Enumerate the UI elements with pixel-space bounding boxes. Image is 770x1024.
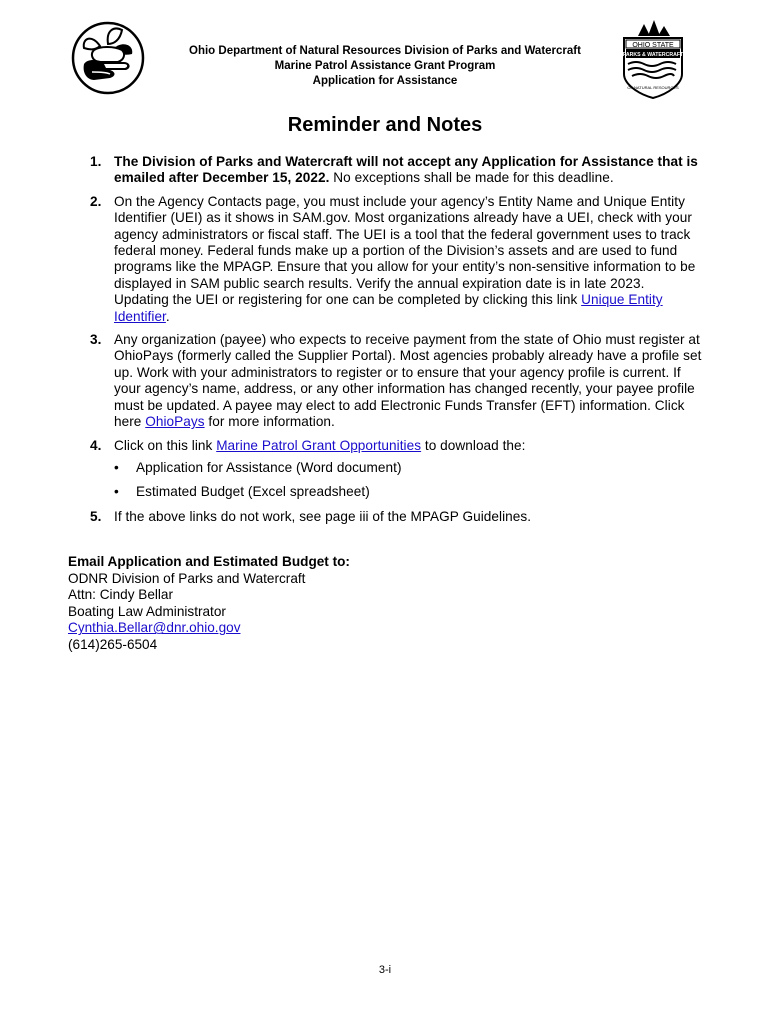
note-4 <box>90 438 702 501</box>
contact-email-link[interactable]: Cynthia.Bellar@dnr.ohio.gov <box>68 620 241 636</box>
contact-role: Boating Law Administrator <box>68 603 226 619</box>
contact-block <box>68 554 668 654</box>
contact-phone: (614)265-6504 <box>68 636 158 652</box>
unique-entity-identifier-link[interactable]: Unique Entity Identifier <box>114 292 663 324</box>
list-item <box>114 460 702 476</box>
list-item-text: Application for Assistance (Word document) <box>136 459 402 475</box>
note-number: 4. <box>90 437 102 453</box>
list-item <box>114 484 702 500</box>
note-number: 1. <box>90 154 102 169</box>
note-text: On the Agency Contacts page, you must include your agency’s Entity Name and Unique Entity Identifier (UEI) as it shows in SAM.gov. Most organizations already have a UEI, check with your agency administrators or fiscal staff. The UEI is a tool that the federal government uses to track federal money. Federal funds make up a portion of the Division’s assets and are used to fund programs like the MPAGP. Ensure that you allow for your entity’s non-sensitive information to be displayed in SAM public search results. Verify the annual expiration date is in late 2023. Updating the UEI or registering for one can be completed by clicking this link <box>114 193 696 308</box>
page-number: 3-i <box>378 964 392 976</box>
logo-text-top: OHIO STATE <box>632 42 674 49</box>
deadline-bold-text: The Division of Parks and Watercraft will not accept any Application for Assistance that is emailed after December 15, 2022. <box>114 154 698 186</box>
note-2 <box>90 194 702 325</box>
ohio-state-parks-watercraft-logo <box>618 18 688 100</box>
note-1 <box>90 154 702 187</box>
download-list <box>114 460 702 501</box>
note-number: 3. <box>90 332 102 348</box>
note-3 <box>90 332 702 430</box>
marine-patrol-grant-opportunities-link[interactable]: Marine Patrol Grant Opportunities <box>216 437 422 453</box>
note-text: Click on this link <box>114 437 217 453</box>
note-text: If the above links do not work, see page iii of the MPAGP Guidelines. <box>114 508 532 524</box>
notes-list <box>90 154 702 532</box>
header-text <box>150 44 620 89</box>
page-title: Reminder and Notes <box>287 114 483 136</box>
note-text-after: . <box>165 308 170 324</box>
ohiopays-link[interactable]: OhioPays <box>145 414 205 430</box>
logo-text-mid: PARKS & WATERCRAFT <box>622 52 684 58</box>
note-5 <box>90 509 702 525</box>
header-line-2: Marine Patrol Assistance Grant Program <box>274 60 496 72</box>
hand-holding-leaf-logo <box>70 20 146 96</box>
note-number: 2. <box>90 193 102 209</box>
logo-text-bottom: OF NATURAL RESOURCES <box>627 85 679 90</box>
contact-heading: Email Application and Estimated Budget to: <box>68 554 350 569</box>
note-text: Any organization (payee) who expects to receive payment from the state of Ohio must register at OhioPays (formerly called the Supplier Portal). Most agencies probably already have a profile set up. Work with your administrators to register or to ensure that your agency profile is current. If your agency’s name, address, or any other information has changed recently, your payee profile must be updated. A payee may elect to add Electronic Funds Transfer (EFT) information. Click here <box>114 332 702 430</box>
note-text: No exceptions shall be made for this deadline. <box>329 170 614 186</box>
contact-org: ODNR Division of Parks and Watercraft <box>68 570 306 586</box>
bullet-icon: • <box>114 459 119 475</box>
contact-attn: Attn: Cindy Bellar <box>68 587 174 603</box>
list-item-text: Estimated Budget (Excel spreadsheet) <box>136 484 370 500</box>
note-text-after: for more information. <box>204 414 335 430</box>
note-text-after: to download the: <box>421 437 526 453</box>
header-line-1: Ohio Department of Natural Resources Division of Parks and Watercraft <box>189 45 581 57</box>
header-line-3: Application for Assistance <box>312 75 458 87</box>
note-number: 5. <box>90 508 102 524</box>
bullet-icon: • <box>114 484 119 500</box>
